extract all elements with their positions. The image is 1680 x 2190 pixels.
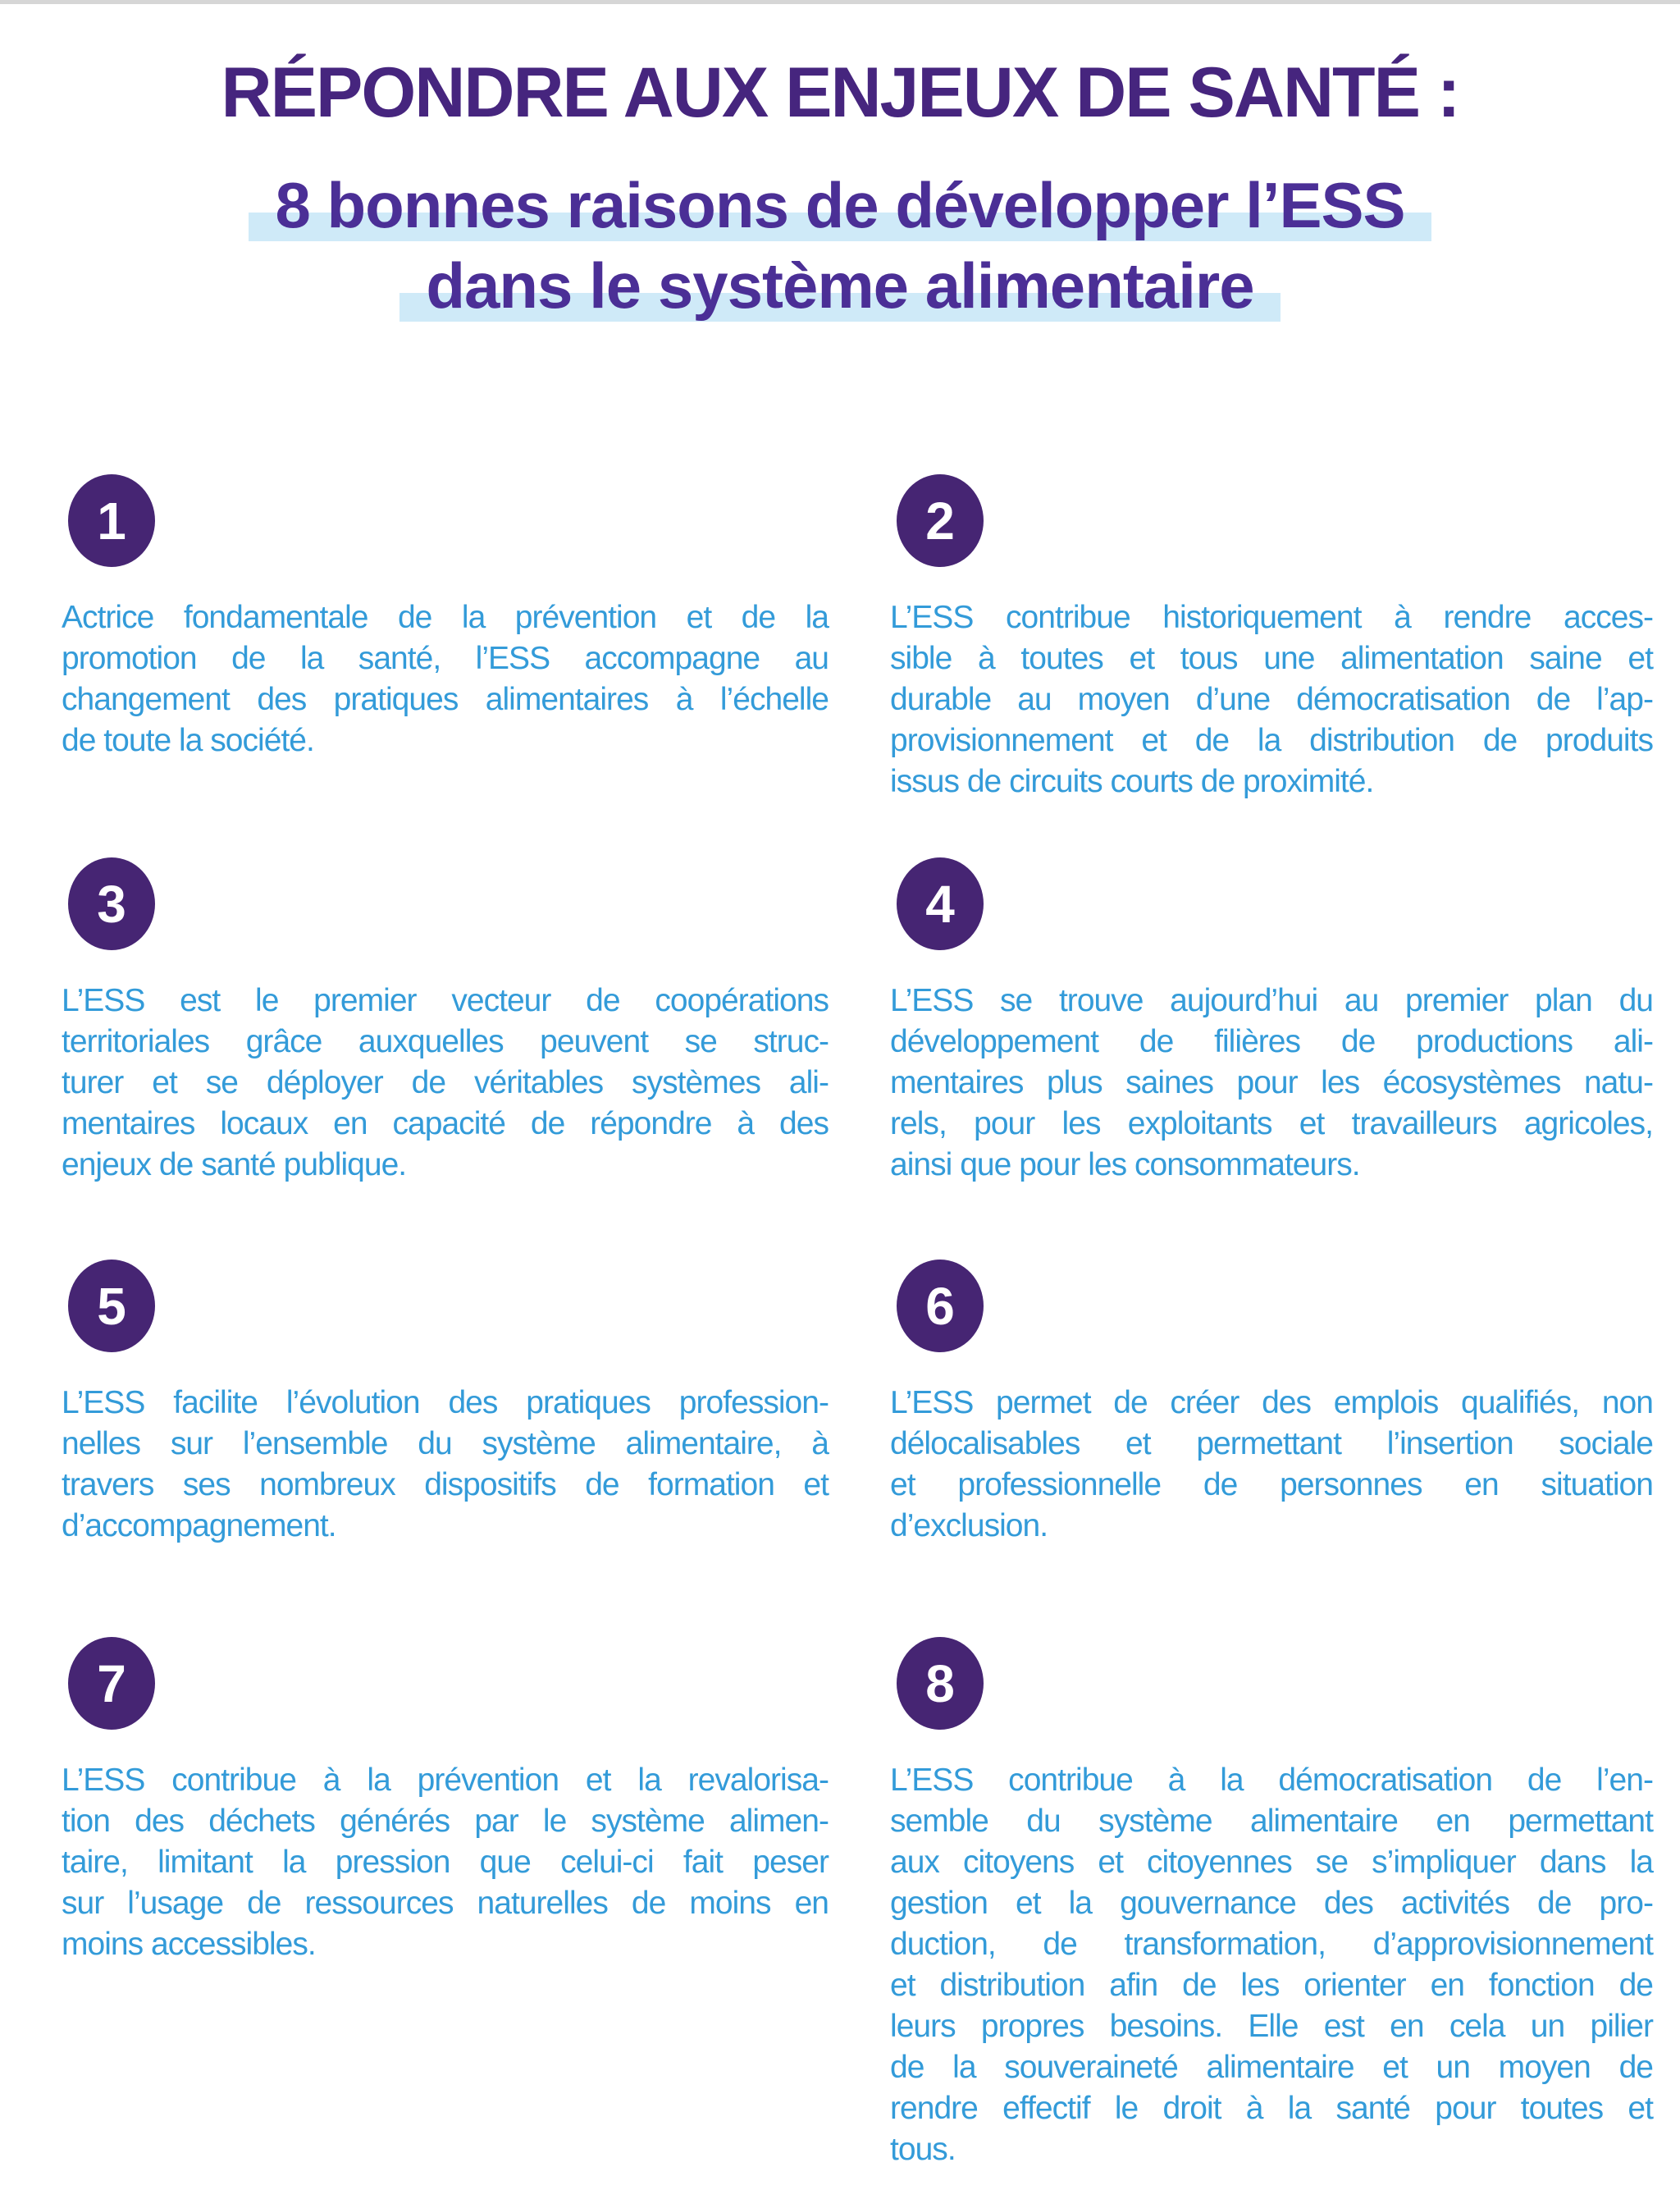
reason-6 <box>890 1260 1653 1637</box>
reason-1 <box>62 474 829 857</box>
reason-number: 2 <box>925 491 955 551</box>
reason-2-number-badge <box>897 474 984 567</box>
reason-text-line: semble du système alimentaire en permettant <box>890 1804 1653 1839</box>
reason-text-line: promotion de la santé, l’ESS accompagne au <box>62 641 829 676</box>
reason-text-line: et professionnelle de personnes en situation <box>890 1467 1653 1502</box>
reason-text-line: turer et se déployer de véritables systèmes ali- <box>62 1065 829 1100</box>
reason-text-line: L’ESS permet de créer des emplois qualifiés, non <box>890 1385 1653 1420</box>
reasons-grid <box>62 474 1680 2170</box>
reason-4 <box>890 857 1653 1260</box>
subtitle-line-1: 8 bonnes raisons de développer l’ESS <box>249 169 1431 241</box>
reason-number: 1 <box>97 491 126 551</box>
reason-text-line: développement de filières de productions ali- <box>890 1024 1653 1059</box>
reason-text-line: duction, de transformation, d’approvisionnement <box>890 1927 1653 1962</box>
reason-text-line: mentaires locaux en capacité de répondre à des <box>62 1106 829 1141</box>
reason-text-line: sible à toutes et tous une alimentation saine et <box>890 641 1653 676</box>
reason-text-line: mentaires plus saines pour les écosystèmes natu- <box>890 1065 1653 1100</box>
reason-8-text <box>890 1760 1653 2170</box>
reason-number: 7 <box>97 1653 126 1713</box>
top-border-strip <box>0 0 1680 4</box>
reason-text-line: changement des pratiques alimentaires à l’échelle <box>62 682 829 717</box>
reason-1-number-badge <box>68 474 155 567</box>
reason-text-line: et distribution afin de les orienter en fonction de <box>890 1968 1653 2003</box>
reason-4-text <box>890 981 1653 1186</box>
reason-5-text <box>62 1383 829 1547</box>
reason-5-number-badge <box>68 1260 155 1352</box>
reason-text-line: Actrice fondamentale de la prévention et de la <box>62 600 829 635</box>
reason-text-line: leurs propres besoins. Elle est en cela un pilier <box>890 2009 1653 2044</box>
reason-text-line: tous. <box>890 2132 956 2167</box>
reason-text-line: issus de circuits courts de proximité. <box>890 764 1374 799</box>
reason-text-line: L’ESS contribue à la démocratisation de l’en- <box>890 1763 1653 1798</box>
reason-2-text <box>890 597 1653 802</box>
reason-text-line: d’accompagnement. <box>62 1508 336 1543</box>
reason-text-line: travers ses nombreux dispositifs de formation et <box>62 1467 829 1502</box>
reason-text-line: L’ESS est le premier vecteur de coopérations <box>62 983 829 1018</box>
reason-text-line: délocalisables et permettant l’insertion sociale <box>890 1426 1653 1461</box>
reason-text-line: d’exclusion. <box>890 1508 1048 1543</box>
reason-text-line: L’ESS facilite l’évolution des pratiques profession- <box>62 1385 829 1420</box>
reason-3-number-badge <box>68 857 155 950</box>
reason-number: 4 <box>925 874 955 934</box>
reason-text-line: rels, pour les exploitants et travailleurs agricoles, <box>890 1106 1653 1141</box>
page-subtitle <box>0 165 1680 326</box>
reason-text-line: moins accessibles. <box>62 1927 316 1962</box>
subtitle-line-2: dans le système alimentaire <box>399 249 1280 322</box>
reason-2 <box>890 474 1653 857</box>
reason-number: 3 <box>97 874 126 934</box>
reason-8 <box>890 1637 1653 2170</box>
reason-7-text <box>62 1760 829 1965</box>
reason-text-line: aux citoyens et citoyennes se s’impliquer dans la <box>890 1845 1653 1880</box>
reason-text-line: de la souveraineté alimentaire et un moyen de <box>890 2050 1653 2085</box>
page-title: RÉPONDRE AUX ENJEUX DE SANTÉ : <box>221 53 1459 132</box>
reason-text-line: L’ESS contribue historiquement à rendre acces- <box>890 600 1653 635</box>
reason-text-line: tion des déchets générés par le système alimen- <box>62 1804 829 1839</box>
reason-6-text <box>890 1383 1653 1547</box>
reason-4-number-badge <box>897 857 984 950</box>
reason-3-text <box>62 981 829 1186</box>
reason-text-line: durable au moyen d’une démocratisation de l’ap- <box>890 682 1653 717</box>
reason-3 <box>62 857 829 1260</box>
reason-text-line: nelles sur l’ensemble du système alimentaire, à <box>62 1426 829 1461</box>
reason-7-number-badge <box>68 1637 155 1730</box>
reason-number: 5 <box>97 1276 126 1336</box>
reason-text-line: L’ESS se trouve aujourd’hui au premier plan du <box>890 983 1653 1018</box>
reason-text-line: territoriales grâce auxquelles peuvent se struc- <box>62 1024 829 1059</box>
reason-number: 8 <box>925 1653 955 1713</box>
reason-text-line: L’ESS contribue à la prévention et la revalorisa- <box>62 1763 829 1798</box>
reason-text-line: gestion et la gouvernance des activités de pro- <box>890 1886 1653 1921</box>
reason-number: 6 <box>925 1276 955 1336</box>
reason-text-line: rendre effectif le droit à la santé pour toutes et <box>890 2091 1653 2126</box>
reason-text-line: ainsi que pour les consommateurs. <box>890 1147 1360 1182</box>
reason-text-line: sur l’usage de ressources naturelles de moins en <box>62 1886 829 1921</box>
reason-1-text <box>62 597 829 761</box>
reason-8-number-badge <box>897 1637 984 1730</box>
reason-6-number-badge <box>897 1260 984 1352</box>
reason-text-line: taire, limitant la pression que celui-ci fait peser <box>62 1845 829 1880</box>
page-header <box>0 52 1680 326</box>
reason-text-line: provisionnement et de la distribution de produits <box>890 723 1653 758</box>
reason-5 <box>62 1260 829 1637</box>
reason-text-line: de toute la société. <box>62 723 314 758</box>
reason-7 <box>62 1637 829 2170</box>
reason-text-line: enjeux de santé publique. <box>62 1147 407 1182</box>
